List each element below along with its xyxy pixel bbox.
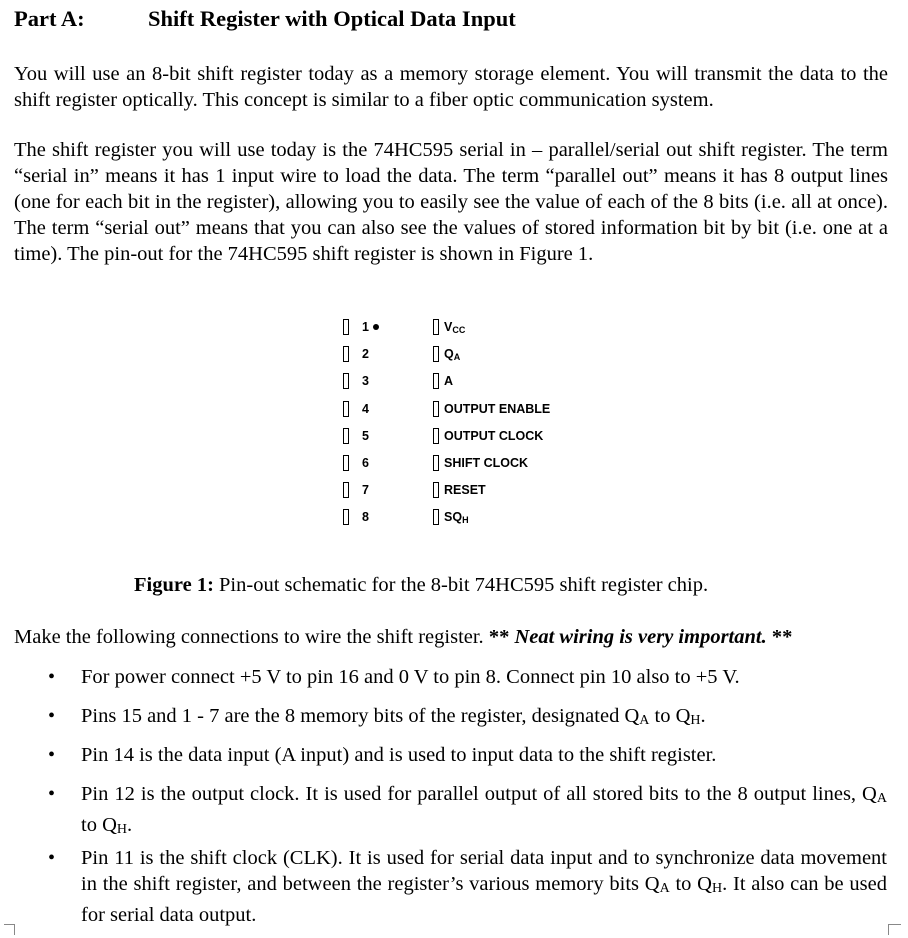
pin-label	[444, 482, 486, 498]
pin-label	[444, 455, 528, 471]
pin-name: OUTPUT CLOCK	[444, 428, 544, 443]
bullet-mark: •	[48, 744, 56, 766]
figure-caption-text: Pin-out schematic for the 8-bit 74HC595 shift register chip.	[213, 574, 709, 596]
pin-stub	[433, 319, 439, 335]
text-run: to Q	[649, 705, 691, 727]
section-heading	[14, 6, 516, 32]
subscript: A	[659, 881, 670, 896]
list-item-text	[81, 845, 887, 928]
section-title: Shift Register with Optical Data Input	[148, 6, 516, 31]
pin-stub	[343, 319, 349, 335]
pin-stub	[343, 509, 349, 525]
bullet-mark: •	[48, 783, 56, 805]
pin-label	[444, 509, 469, 528]
pin-stub	[343, 346, 349, 362]
pin-stub	[343, 455, 349, 471]
pin-label	[444, 428, 543, 444]
pin-number: 5	[362, 428, 369, 443]
list-item-text: Pin 14 is the data input (A input) and is used to input data to the shift register.	[81, 744, 717, 766]
pin-number: 4	[362, 401, 369, 416]
pin-stub	[343, 373, 349, 389]
pin-number: 1	[362, 320, 369, 334]
pin-stub	[433, 346, 439, 362]
pin-name: A	[444, 374, 454, 389]
pin-name: RESET	[444, 483, 486, 498]
pin-stub	[343, 482, 349, 498]
pin-label	[444, 319, 465, 338]
pin-stub	[343, 401, 349, 417]
pin-stub	[433, 373, 439, 389]
pin-subscript: CC	[452, 325, 466, 335]
pin-name: SQ	[444, 510, 463, 525]
subscript: H	[116, 822, 127, 837]
subscript: H	[690, 713, 701, 728]
list-item-text	[81, 703, 887, 734]
pin-stub	[343, 428, 349, 444]
part-label: Part A:	[14, 6, 85, 31]
pin-number: 2	[362, 347, 369, 362]
bullet-mark: •	[48, 847, 56, 869]
text-run: Pin 11 is the shift clock (CLK). It is used for serial data input and to synchronize data movement in the shift register, and between the register’s various memory bits Q	[81, 847, 887, 895]
pin-stub	[433, 455, 439, 471]
text-run: to Q	[669, 873, 712, 895]
list-item-text: For power connect +5 V to pin 16 and 0 V to pin 8. Connect pin 10 also to +5 V.	[81, 666, 740, 688]
instructions-lead: Make the following connections to wire the shift register.	[14, 626, 489, 648]
subscript: A	[876, 791, 887, 806]
subscript: H	[712, 881, 723, 896]
page-corner-mark	[4, 924, 15, 935]
pin-number: 6	[362, 456, 369, 470]
intro-paragraph: You will use an 8-bit shift register today as a memory storage element. You will transmit the data to the shift register optically. This concept is similar to a fiber optic communication system.	[14, 63, 888, 111]
pin-stub	[433, 509, 439, 525]
text-run: Pins 15 and 1 - 7 are the 8 memory bits of the register, designated Q	[81, 705, 640, 727]
emphasis-text: Neat wiring is very important.	[514, 626, 767, 648]
pin-subscript: H	[462, 515, 469, 526]
text-run: to Q	[81, 814, 117, 836]
stars-close: **	[766, 626, 793, 648]
pin-number: 7	[362, 483, 369, 498]
text-run: .	[127, 814, 133, 836]
pin1-indicator-dot	[373, 324, 379, 330]
bullet-mark: •	[48, 666, 56, 688]
pin-name: SHIFT CLOCK	[444, 456, 529, 470]
pin-name: OUTPUT ENABLE	[444, 401, 551, 416]
pin-stub	[433, 428, 439, 444]
text-run: Pin 12 is the output clock. It is used for parallel output of all stored bits to the 8 output lines, Q	[81, 783, 877, 805]
text-run: .	[700, 705, 706, 727]
pin-name: Q	[444, 347, 454, 362]
description-paragraph: The shift register you will use today is the 74HC595 serial in – parallel/serial out shift register. The term “serial in” means it has 1 input wire to load the data. The term “parallel out” means it has 8 output lines (one for each bit in the register), allowing you to easily see the value of each of the 8 bits (i.e. all at once). The term “serial out” means that you can also see the values of stored information bit by bit (i.e. one at a time). The pin-out for the 74HC595 shift register is shown in Figure 1.	[14, 139, 888, 265]
pin-label	[444, 346, 460, 365]
page-corner-mark	[888, 924, 901, 935]
figure-caption	[134, 574, 708, 597]
pin-number: 3	[362, 374, 369, 389]
subscript: A	[639, 713, 650, 728]
figure-label: Figure 1:	[134, 574, 214, 596]
text-run: . It also can be used for serial data output.	[81, 873, 888, 926]
pin-label	[444, 401, 550, 417]
pin-label	[444, 373, 453, 389]
pin-name: V	[444, 320, 453, 334]
bullet-mark: •	[48, 705, 56, 727]
pin-stub	[433, 482, 439, 498]
stars-open: **	[488, 626, 515, 648]
pin-stub	[433, 401, 439, 417]
list-item-text	[81, 781, 887, 843]
pin-number: 8	[362, 510, 369, 525]
pin-subscript: A	[453, 352, 461, 363]
instructions-paragraph	[14, 626, 792, 649]
